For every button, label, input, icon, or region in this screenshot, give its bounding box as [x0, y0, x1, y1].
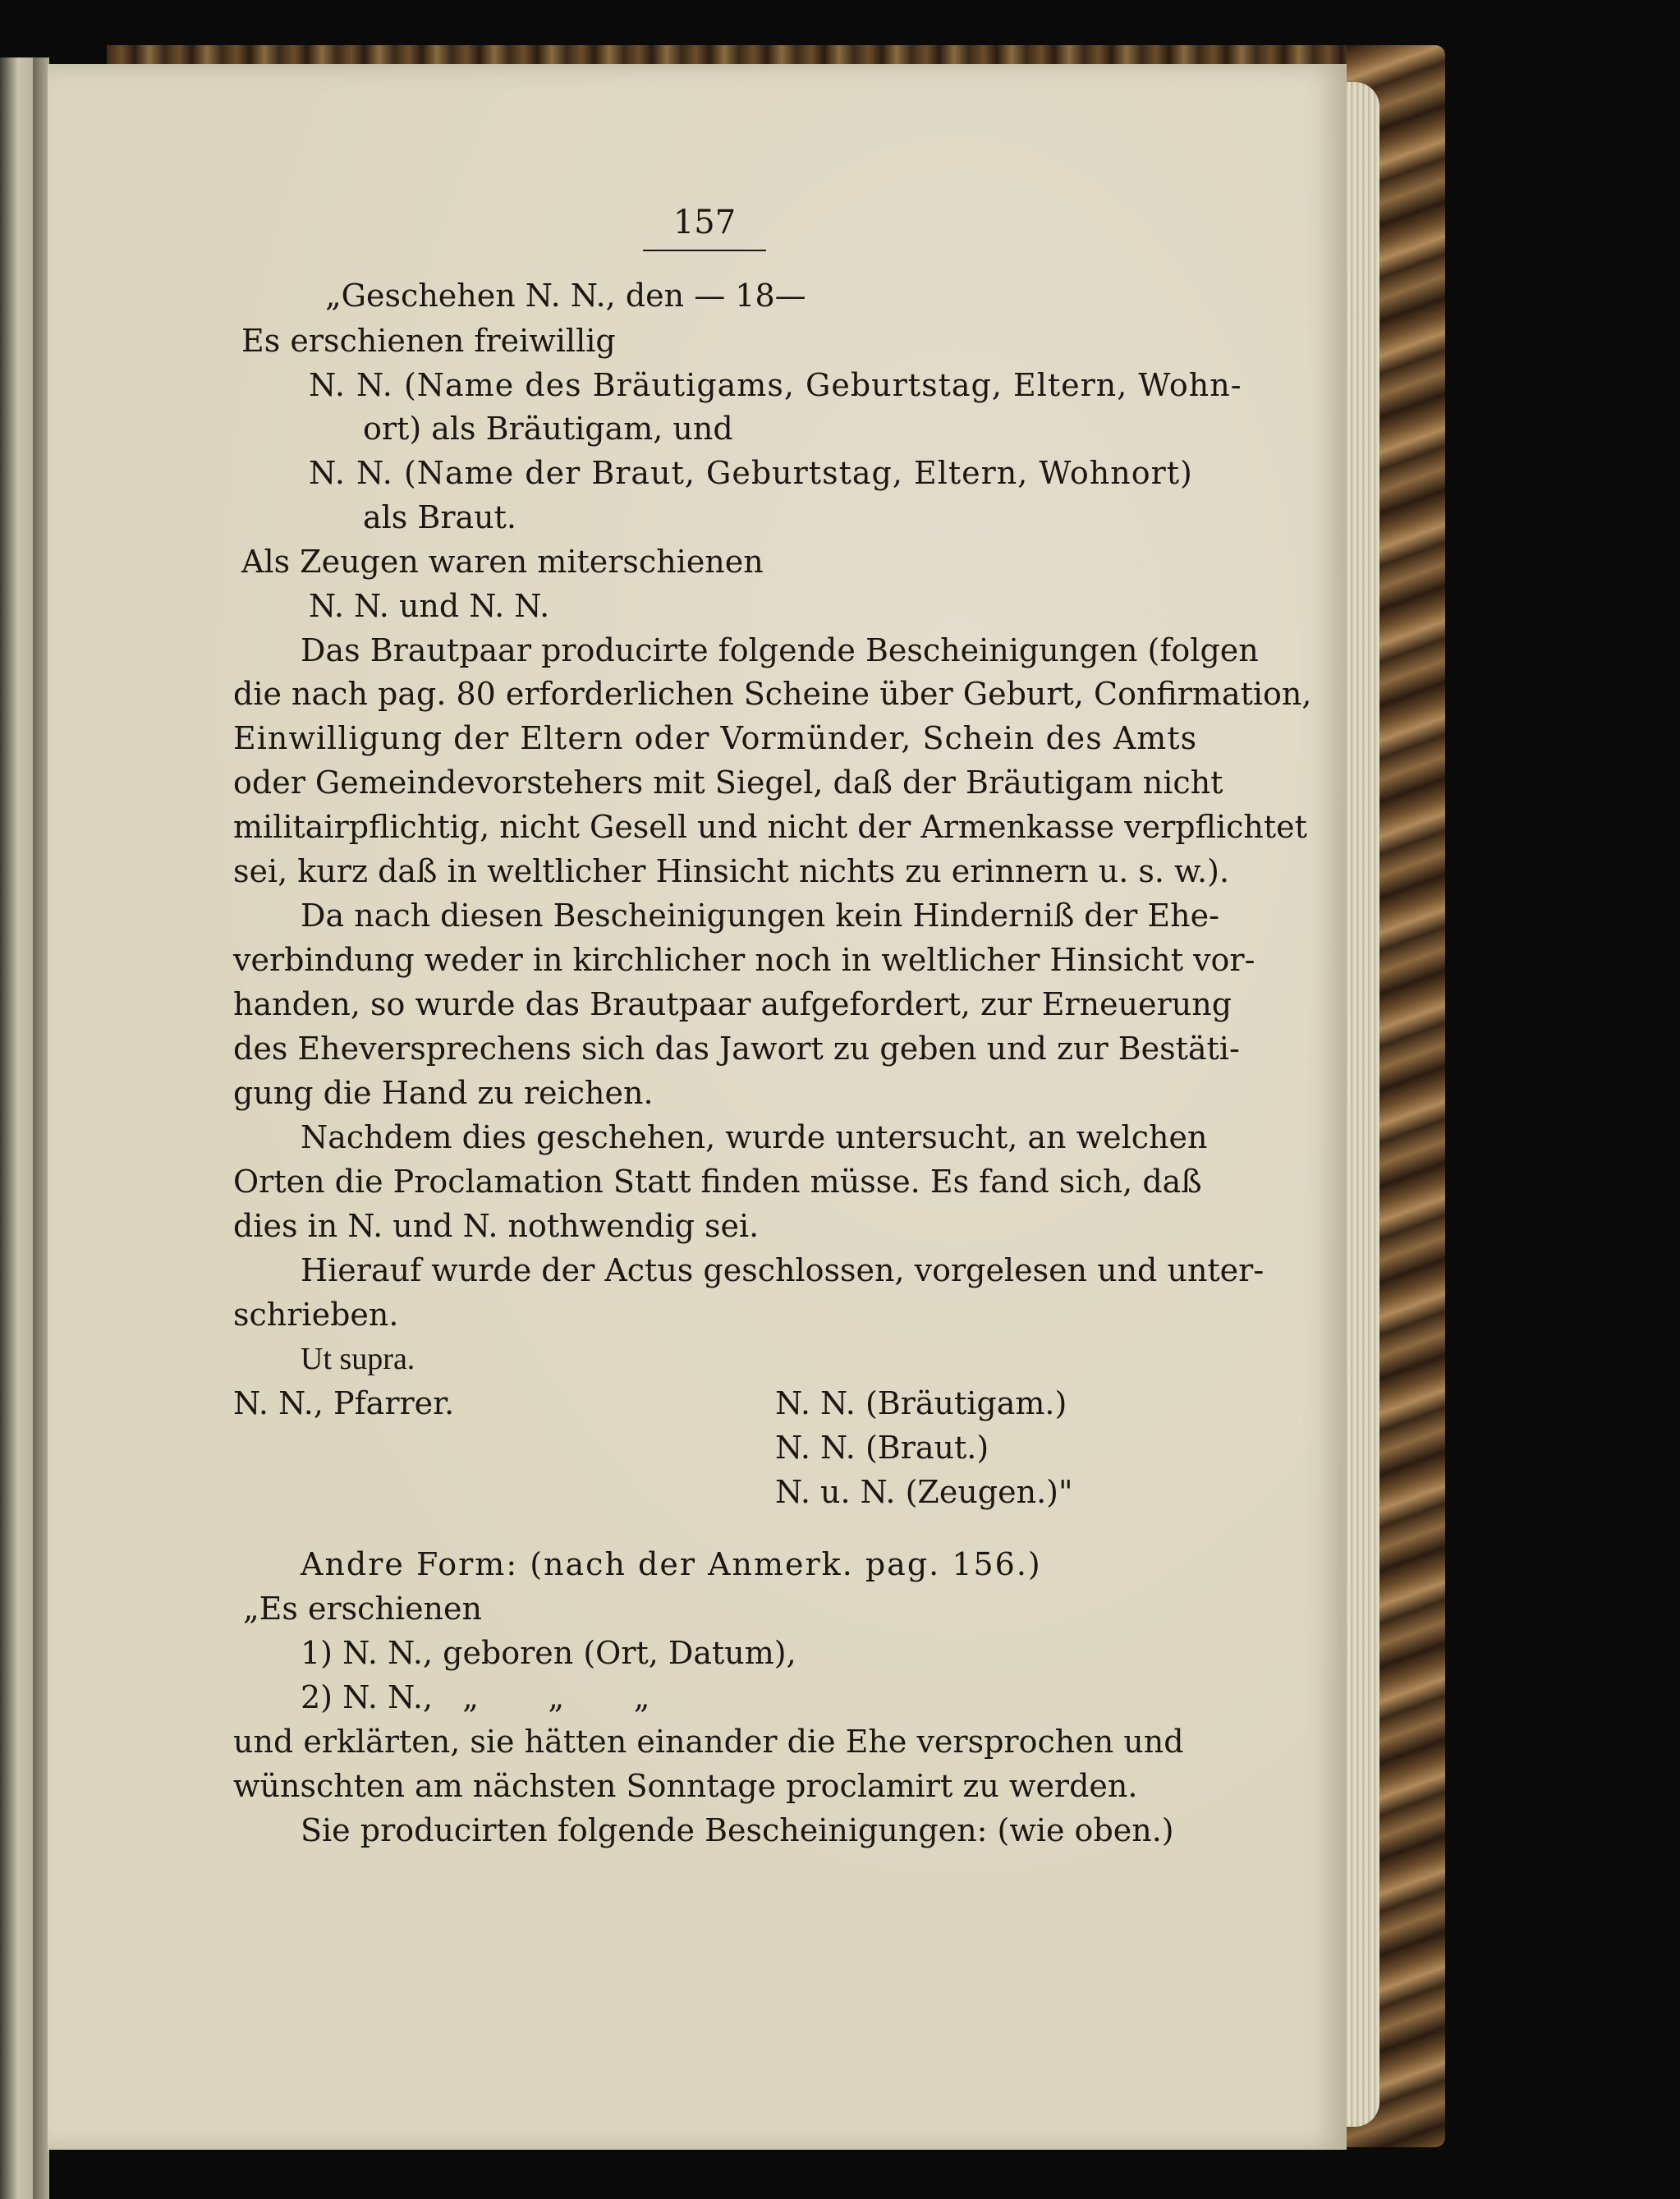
- text-line: die nach pag. 80 erforderlichen Scheine über Geburt, Confirmation,: [233, 676, 1312, 712]
- text-line: Da nach diesen Bescheinigungen kein Hinderniß der Ehe-: [301, 898, 1219, 934]
- section-heading: Andre Form: (nach der Anmerk. pag. 156.): [301, 1546, 1042, 1582]
- book-gutter: [33, 57, 49, 2199]
- list-item: 2) N. N., „ „ „: [301, 1679, 650, 1715]
- page-number: 157: [672, 204, 737, 241]
- list-item: 1) N. N., geboren (Ort, Datum),: [301, 1635, 796, 1671]
- text-line: verbindung weder in kirchlicher noch in weltlicher Hinsicht vor-: [233, 942, 1255, 978]
- text-line: handen, so wurde das Brautpaar aufgefordert, zur Erneuerung: [233, 986, 1232, 1022]
- text-line: N. N. (Name der Braut, Geburtstag, Eltern, Wohnort): [309, 455, 1193, 491]
- text-line: Hierauf wurde der Actus geschlossen, vorgelesen und unter-: [301, 1252, 1265, 1288]
- text-line: oder Gemeindevorstehers mit Siegel, daß der Bräutigam nicht: [233, 764, 1223, 801]
- text-line: und erklärten, sie hätten einander die Ehe versprochen und: [233, 1724, 1184, 1760]
- text-line: schrieben.: [233, 1297, 399, 1333]
- left-page-edge: [0, 57, 33, 2199]
- text-line: „Geschehen N. N., den — 18—: [325, 278, 806, 314]
- text-line: wünschten am nächsten Sonntage proclamirt zu werden.: [233, 1768, 1138, 1804]
- text-line: ort) als Bräutigam, und: [363, 411, 733, 447]
- signature-groom: N. N. (Bräutigam.): [775, 1385, 1067, 1421]
- page-number-rule: [643, 250, 766, 251]
- text-line: des Eheversprechens sich das Jawort zu geben und zur Bestäti-: [233, 1031, 1240, 1067]
- text-line: sei, kurz daß in weltlicher Hinsicht nichts zu erinnern u. s. w.).: [233, 853, 1230, 889]
- signature-witnesses: N. u. N. (Zeugen.)": [775, 1474, 1073, 1510]
- signature-bride: N. N. (Braut.): [775, 1430, 989, 1466]
- text-line: als Braut.: [363, 499, 516, 535]
- text-line: N. N. (Name des Bräutigams, Geburtstag, Eltern, Wohn-: [309, 367, 1242, 403]
- text-line: N. N. und N. N.: [309, 588, 550, 624]
- text-line: Es erschienen freiwillig: [241, 323, 616, 359]
- book-page: [48, 64, 1347, 2150]
- text-line: Orten die Proclamation Statt finden müsse. Es fand sich, daß: [233, 1164, 1202, 1200]
- text-line: „Es erschienen: [243, 1591, 482, 1627]
- text-line: gung die Hand zu reichen.: [233, 1075, 654, 1111]
- text-line: militairpflichtig, nicht Gesell und nicht der Armenkasse verpflichtet: [233, 809, 1307, 845]
- text-line: Einwilligung der Eltern oder Vormünder, Schein des Amts: [233, 720, 1198, 756]
- signature-pastor: N. N., Pfarrer.: [233, 1385, 455, 1421]
- text-line: dies in N. und N. nothwendig sei.: [233, 1208, 760, 1244]
- text-line: Das Brautpaar producirte folgende Bescheinigungen (folgen: [301, 632, 1259, 668]
- text-line: Sie producirten folgende Bescheinigungen: (wie oben.): [301, 1812, 1174, 1848]
- text-line: Als Zeugen waren miterschienen: [241, 544, 764, 580]
- text-line: Nachdem dies geschehen, wurde untersucht, an welchen: [301, 1119, 1208, 1155]
- ut-supra: Ut supra.: [301, 1342, 415, 1376]
